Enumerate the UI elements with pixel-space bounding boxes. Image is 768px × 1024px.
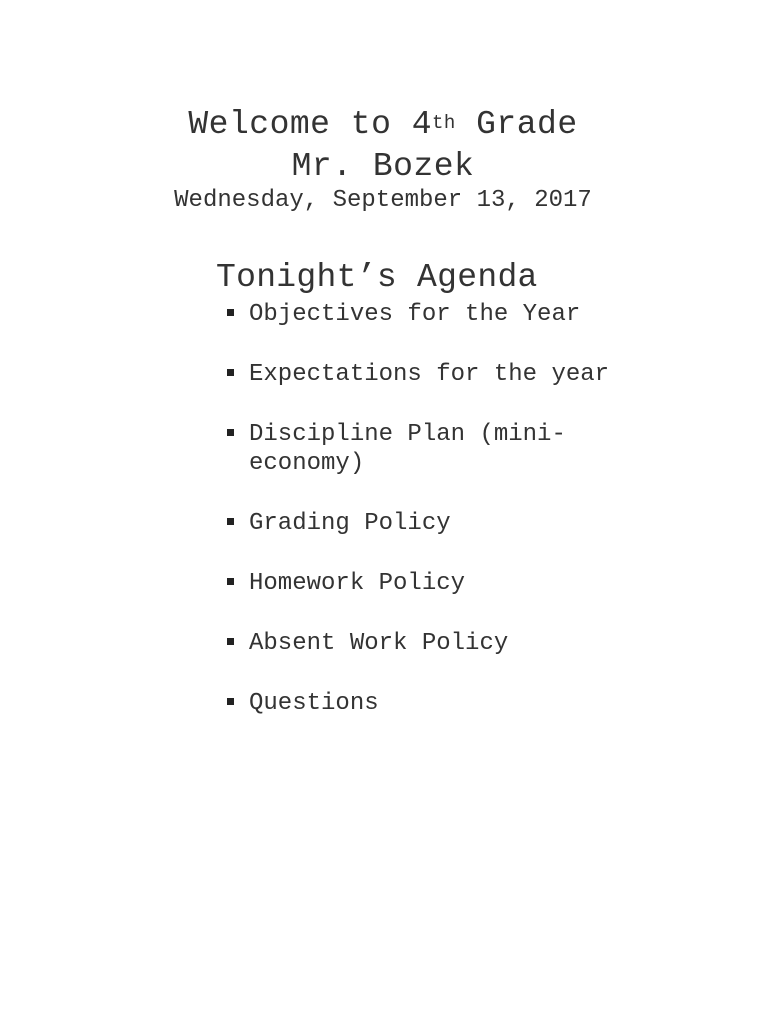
agenda-item-label: Questions — [249, 690, 379, 717]
title-superscript: th — [432, 112, 456, 134]
square-bullet-icon — [227, 429, 234, 436]
agenda-list — [226, 300, 746, 749]
page-title — [0, 106, 766, 144]
square-bullet-icon — [227, 309, 234, 316]
title-suffix: Grade — [455, 106, 578, 143]
square-bullet-icon — [227, 698, 234, 705]
agenda-item-label: Objectives for the Year — [249, 301, 581, 328]
title-prefix: Welcome to 4 — [188, 106, 432, 143]
agenda-heading: Tonight’s Agenda — [216, 259, 538, 296]
square-bullet-icon — [227, 638, 234, 645]
agenda-item-label: Homework Policy — [249, 570, 466, 597]
agenda-item-absent-work — [226, 629, 746, 658]
square-bullet-icon — [227, 369, 234, 376]
agenda-item-grading — [226, 509, 746, 538]
square-bullet-icon — [227, 518, 234, 525]
teacher-name: Mr. Bozek — [291, 148, 475, 185]
agenda-item-label: Absent Work Policy — [249, 630, 509, 657]
agenda-item-objectives — [226, 300, 746, 329]
agenda-item-discipline — [226, 420, 746, 478]
square-bullet-icon — [227, 578, 234, 585]
agenda-item-label: Discipline Plan (mini-economy) — [249, 421, 566, 477]
agenda-item-expectations — [226, 360, 746, 389]
agenda-item-label: Expectations for the year — [249, 361, 610, 388]
agenda-item-homework — [226, 569, 746, 598]
agenda-item-label: Grading Policy — [249, 510, 451, 537]
agenda-item-questions — [226, 689, 746, 718]
meeting-date: Wednesday, September 13, 2017 — [174, 187, 592, 214]
